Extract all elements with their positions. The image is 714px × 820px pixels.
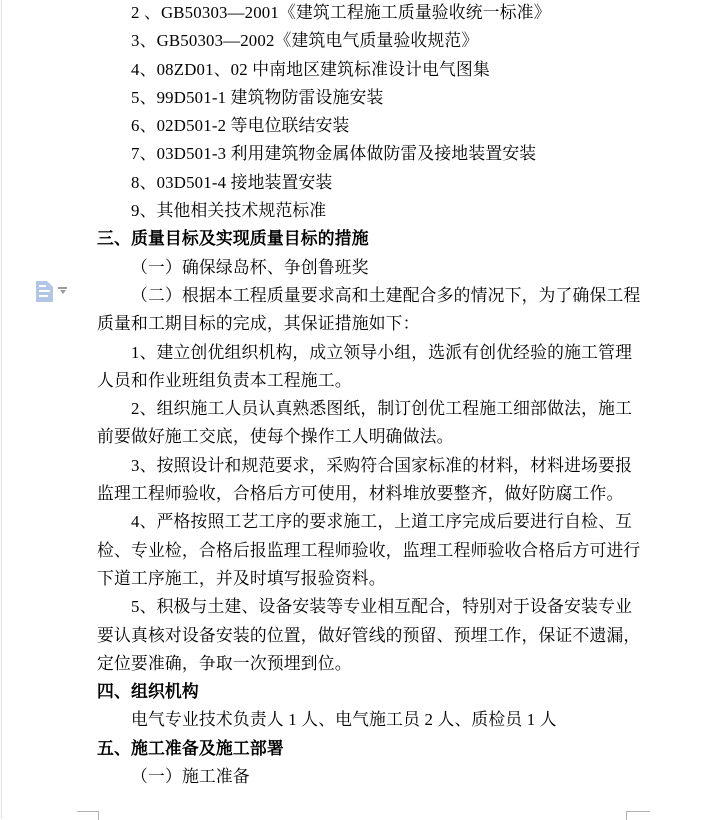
embedded-document-icon (36, 281, 53, 302)
document-line: 人员和作业班组负责本工程施工。 (97, 370, 352, 390)
document-line: 1、建立创优组织机构，成立领导小组，选派有创优经验的施工管理 (131, 342, 633, 362)
dropdown-arrow-icon (58, 287, 67, 289)
document-line: 8、03D501-4 接地装置安装 (131, 172, 333, 192)
document-line: 6、02D501-2 等电位联结安装 (131, 116, 350, 136)
page-left-edge (1, 0, 2, 819)
page-fold-corner (47, 281, 53, 287)
document-line: （一）确保绿岛杯、争创鲁班奖 (131, 257, 369, 277)
document-line: 四、组织机构 (97, 682, 199, 702)
document-line: 2、组织施工人员认真熟悉图纸，制订创优工程施工细部做法，施工 (131, 399, 633, 419)
document-line: 2 、GB50303—2001《建筑工程施工质量验收统一标准》 (131, 3, 551, 22)
document-line: （一）施工准备 (131, 767, 250, 787)
object-smart-tag-button[interactable] (36, 281, 70, 303)
document-line: 3、GB50303—2002《建筑电气质量验收规范》 (131, 31, 479, 51)
document-body (97, 0, 641, 791)
document-line: 5、99D501-1 建筑物防雷设施安装 (131, 87, 384, 107)
document-line: 质量和工期目标的完成，其保证措施如下： (97, 314, 420, 334)
document-line: 电气专业技术负责人 1 人、电气施工员 2 人、质检员 1 人 (131, 710, 557, 730)
document-line: 4、严格按照工艺工序的要求施工，上道工序完成后要进行自检、互 (131, 512, 633, 532)
document-line: 定位要准确，争取一次预埋到位。 (97, 653, 352, 673)
document-line: （二）根据本工程质量要求高和土建配合多的情况下，为了确保工程 (131, 285, 641, 305)
document-line: 检、专业检，合格后报监理工程师验收，监理工程师验收合格后方可进行 (97, 540, 641, 560)
document-line: 下道工序施工，并及时填写报验资料。 (97, 568, 386, 588)
document-line: 三、质量目标及实现质量目标的措施 (97, 229, 369, 249)
document-line: 9、其他相关技术规范标准 (131, 201, 327, 221)
document-line: 前要做好施工交底，使每个操作工人明确做法。 (97, 427, 454, 447)
document-line: 4、08ZD01、02 中南地区建筑标准设计电气图集 (131, 59, 491, 79)
document-line: 7、03D501-3 利用建筑物金属体做防雷及接地装置安装 (131, 144, 537, 164)
document-line: 5、积极与土建、设备安装等专业相互配合，特别对于设备安装专业 (131, 597, 633, 617)
chevron-down-icon (60, 290, 66, 294)
document-line: 要认真核对设备安装的位置，做好管线的预留、预埋工作，保证不遗漏， (97, 625, 641, 645)
document-line: 3、按照设计和规范要求，采购符合国家标准的材料，材料进场要报 (131, 455, 633, 475)
document-line: 监理工程师验收，合格后方可使用，材料堆放要整齐，做好防腐工作。 (97, 484, 624, 504)
document-line: 五、施工准备及施工部署 (97, 738, 284, 758)
